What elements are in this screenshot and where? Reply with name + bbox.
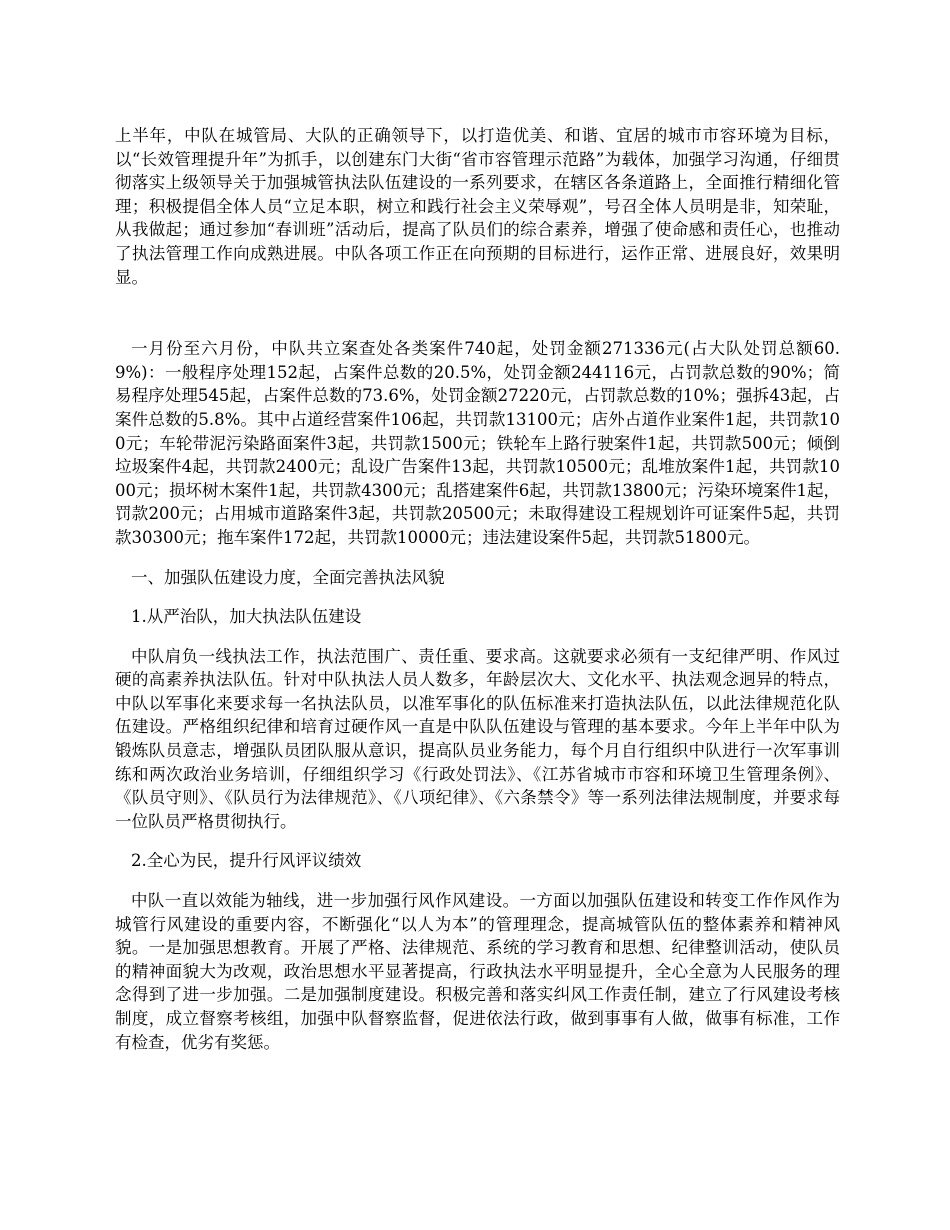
subsection-1-heading: 1.从严治队，加大执法队伍建设 bbox=[131, 607, 362, 627]
document-page bbox=[115, 124, 840, 1054]
subsection-1-body: 中队肩负一线执法工作，执法范围广、责任重、要求高。这就要求必须有一支纪律严明、作风过硬的高素养执法队伍。针对中队执法人员人数多，年龄层次大、文化水平、执法观念迥异的特点，中队以军事化来要求每一名执法队员，以准军事化的队伍标准来打造执法队伍，以此法律规范化队伍建设。严格组织纪律和培育过硬作风一直是中队队伍建设与管理的基本要求。今年上半年中队为锻炼队员意志，增强队员团队服从意识，提高队员业务能力，每个月自行组织中队进行一次军事训练和两次政治业务培训，仔细组织学习《行政处罚法》、《江苏省城市市容和环境卫生管理条例》、《队员守则》、《队员行为法律规范》、《八项纪律》、《六条禁令》等一系列法律法规制度，并要求每一位队员严格贯彻执行。 bbox=[115, 646, 840, 831]
spacer bbox=[115, 833, 840, 849]
case-statistics-paragraph: 一月份至六月份，中队共立案查处各类案件740起，处罚金额271336元(占大队处罚总额60.9%)：一般程序处理152起，占案件总数的20.5%，处罚金额244116元，占罚款总数的90%；简易程序处理545起，占案件总数的73.6%，处罚金额27220元，占罚款总数的10%；强拆43起，占案件总数的5.8%。其中占道经营案件106起，共罚款13100元；店外占道作业案件1起，共罚款100元；车轮带泥污染路面案件3起，共罚款1500元；铁轮车上路行驶案件1起，共罚款500元；倾倒垃圾案件4起，共罚款2400元；乱设广告案件13起，共罚款10500元；乱堆放案件1起，共罚款1000元；损坏树木案件1起，共罚款4300元；乱搭建案件6起，共罚款13800元；污染环境案件1起，罚款200元；占用城市道路案件3起，共罚款20500元；未取得建设工程规划许可证案件5起，共罚款30300元；拖车案件172起，共罚款10000元；违法建设案件5起，共罚款51800元。 bbox=[115, 339, 840, 547]
spacer bbox=[115, 589, 840, 605]
subsection-2-body: 中队一直以效能为轴线，进一步加强行风作风建设。一方面以加强队伍建设和转变工作作风作为城管行风建设的重要内容，不断强化“以人为本”的管理理念，提高城管队伍的整体素养和精神风貌。一是加强思想教育。开展了严格、法律规范、系统的学习教育和思想、纪律整训活动，使队员的精神面貌大为改观，政治思想水平显著提高，行政执法水平明显提升，全心全意为人民服务的理念得到了进一步加强。二是加强制度建设。积极完善和落实纠风工作责任制，建立了行风建设考核制度，成立督察考核组，加强中队督察监督，促进依法行政，做到事事有人做，做事有标准，工作有检查，优劣有奖惩。 bbox=[115, 891, 840, 1052]
spacer bbox=[115, 629, 840, 645]
subsection-2-heading: 2.全心为民，提升行风评议绩效 bbox=[131, 851, 362, 871]
section-1-heading: 一、加强队伍建设力度，全面完善执法风貌 bbox=[131, 567, 445, 587]
spacer bbox=[115, 289, 840, 337]
spacer bbox=[115, 873, 840, 889]
intro-paragraph: 上半年，中队在城管局、大队的正确领导下，以打造优美、和谐、宜居的城市市容环境为目标，以“长效管理提升年”为抓手，以创建东门大街“省市容管理示范路”为载体，加强学习沟通，仔细贯彻落实上级领导关于加强城管执法队伍建设的一系列要求，在辖区各条道路上，全面推行精细化管理；积极提倡全体人员“立足本职，树立和践行社会主义荣辱观”，号召全体人员明是非，知荣耻，从我做起；通过参加“春训班”活动后，提高了队员们的综合素养，增强了使命感和责任心，也推动了执法管理工作向成熟进展。中队各项工作正在向预期的目标进行，运作正常、进展良好，效果明显。 bbox=[115, 126, 840, 287]
spacer bbox=[115, 550, 840, 566]
